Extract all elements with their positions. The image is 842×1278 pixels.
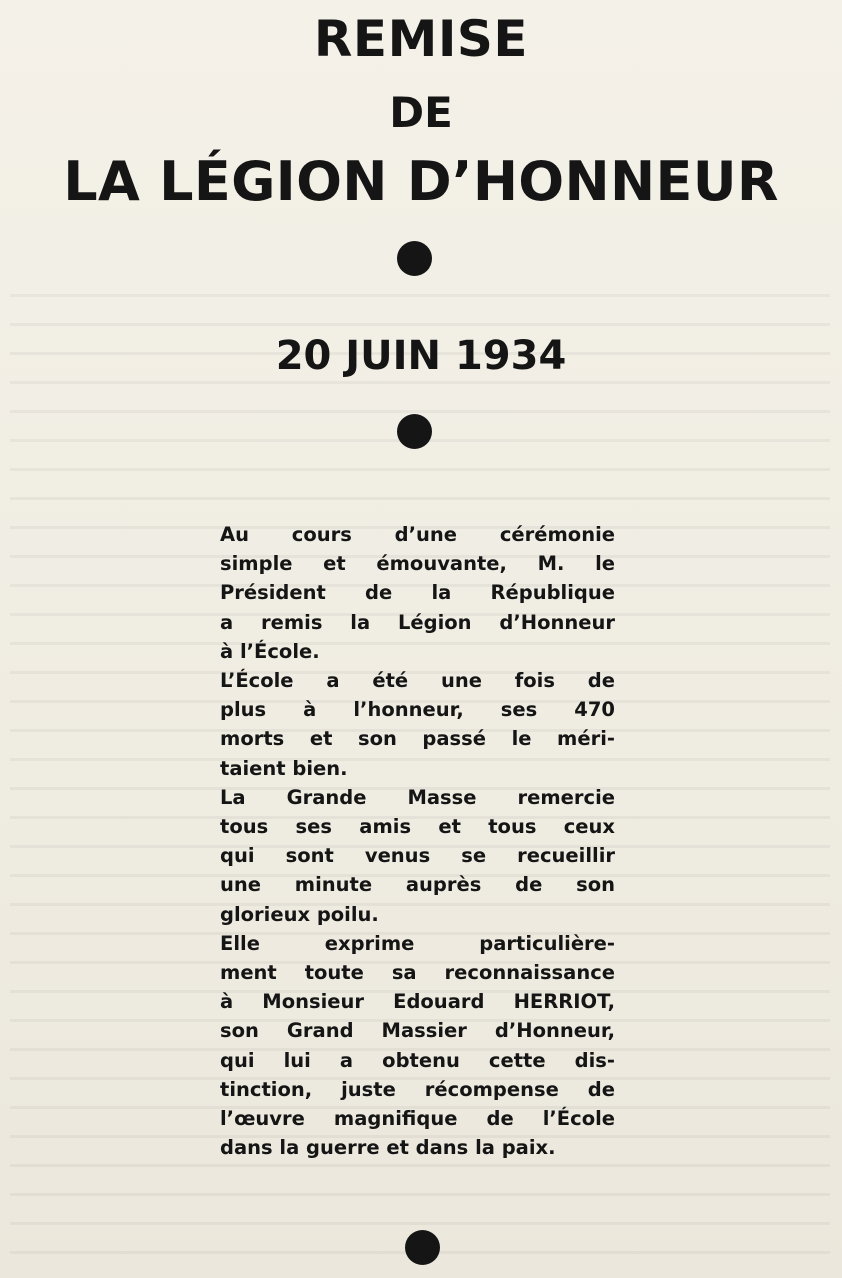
announcement-text [220,520,615,1162]
paragraph-gratitude [220,929,615,1163]
paragraph-thanks [220,783,615,929]
text-line: qui lui a obtenu cette dis- [220,1048,615,1072]
text-line: L’École a été une fois de [220,669,615,693]
text-line: l’œuvre magnifique de l’École [220,1107,615,1131]
text-line: Elle exprime particulière- [220,931,615,955]
text-line: Au cours d’une cérémonie [220,523,615,546]
text-line: morts et son passé le méri- [220,727,615,751]
text-line: une minute auprès de son [220,873,615,897]
text-line: ment toute sa reconnaissance [220,961,615,985]
text-line: son Grand Massier d’Honneur, [220,1019,615,1043]
text-line: plus à l’honneur, ses 470 [220,698,615,722]
text-line: La Grande Masse remercie [220,785,615,809]
text-line: simple et émouvante, M. le [220,552,615,576]
text-line: a remis la Légion d’Honneur [220,610,615,634]
text-line: Président de la République [220,581,615,605]
text-line: tous ses amis et tous ceux [220,815,615,839]
bullet-dot-icon [397,241,432,276]
title-line-2: DE [389,88,453,137]
text-line: taient bien. [220,756,348,780]
text-line: à Monsieur Edouard HERRIOT, [220,990,615,1014]
bullet-dot-icon [397,414,432,449]
bullet-dot-icon [405,1230,440,1265]
text-line: dans la guerre et dans la paix. [220,1136,556,1160]
paragraph-honour [220,666,615,783]
title-line-3: LA LÉGION D’HONNEUR [63,150,779,213]
paragraph-ceremony [220,520,615,666]
text-line: qui sont venus se recueillir [220,844,615,868]
text-line: glorieux poilu. [220,902,379,926]
text-line: tinction, juste récompense de [220,1077,615,1101]
date-heading: 20 JUIN 1934 [275,333,567,379]
text-line: à l’École. [220,639,320,663]
title-line-1: REMISE [313,10,529,68]
